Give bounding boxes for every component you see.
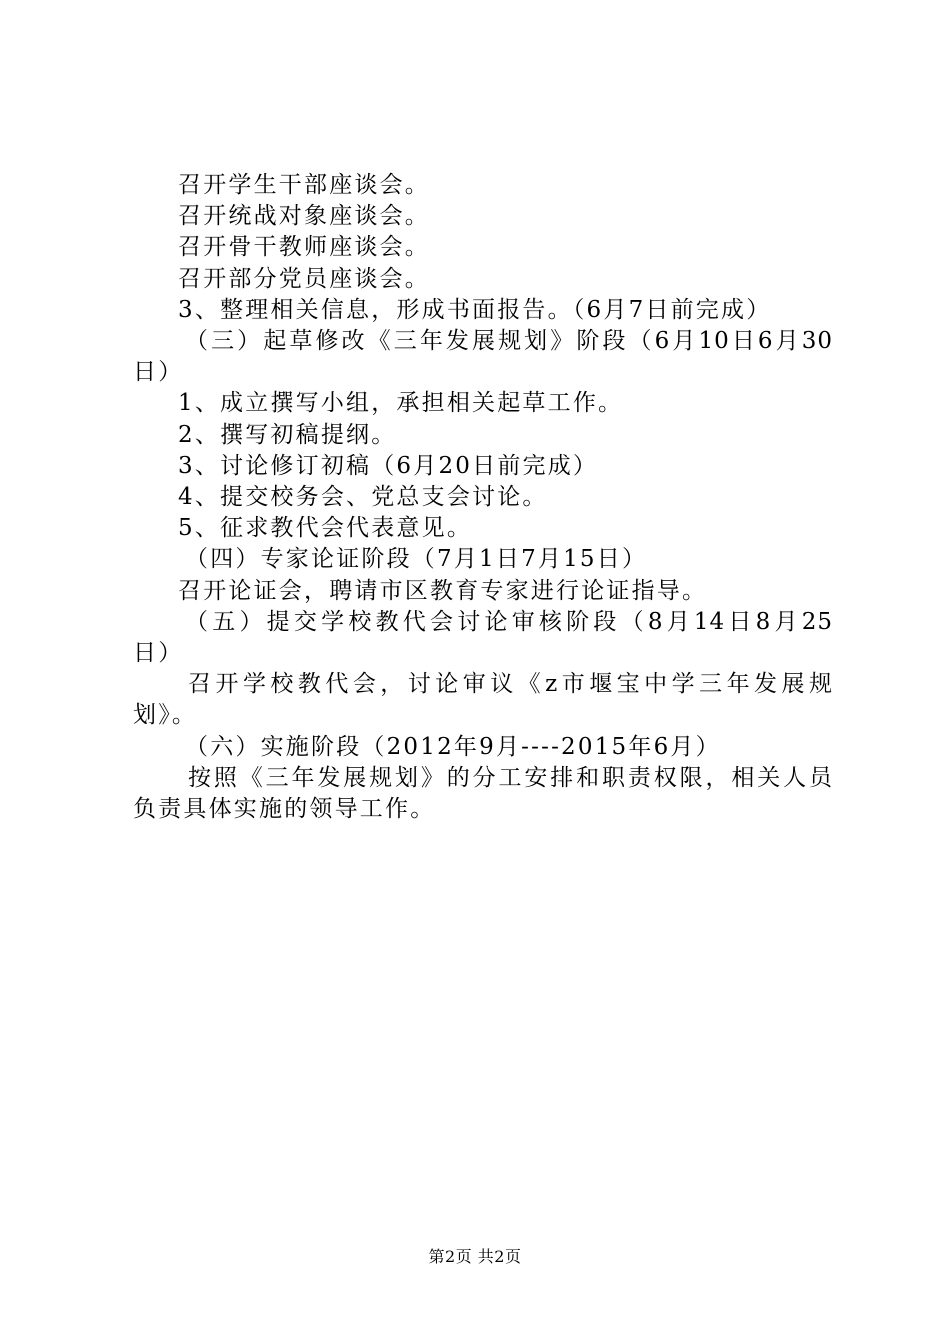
section-heading: （五）提交学校教代会讨论审核阶段（8月14日8月25 (185, 608, 833, 635)
section-heading: （三）起草修改《三年发展规划》阶段（6月10日6月30 (185, 328, 833, 355)
text-line: 2、撰写初稿提纲。 (178, 421, 397, 448)
page-footer: 第2页 共2页 (428, 1247, 522, 1266)
text-line: 召开学校教代会，讨论审议《z市堰宝中学三年发展规 (188, 671, 833, 698)
text-line: 1、成立撰写小组，承担相关起草工作。 (178, 390, 624, 417)
text-line: 按照《三年发展规划》的分工安排和职责权限，相关人员 (188, 764, 833, 791)
text-line: 4、提交校务会、党总支会讨论。 (178, 484, 548, 511)
text-line: 召开部分党员座谈会。 (178, 265, 430, 292)
text-line: 3、讨论修订初稿（6月20日前完成） (178, 452, 599, 479)
text-line: 划》。 (133, 702, 198, 729)
text-line: 召开论证会，聘请市区教育专家进行论证指导。 (178, 577, 708, 604)
text-line: 召开学生干部座谈会。 (178, 172, 430, 198)
section-heading: （六）实施阶段（2012年9月----2015年6月） (185, 733, 721, 760)
text-line: 召开骨干教师座谈会。 (178, 234, 430, 261)
text-line: 5、征求教代会代表意见。 (178, 515, 473, 542)
text-line: 日） (133, 359, 184, 386)
document-body (133, 170, 833, 825)
section-heading: （四）专家论证阶段（7月1日7月15日） (185, 546, 648, 573)
text-line: 召开统战对象座谈会。 (178, 203, 430, 230)
text-line: 3、整理相关信息，形成书面报告。（6月7日前完成） (178, 296, 772, 323)
text-line: 负责具体实施的领导工作。 (133, 796, 436, 823)
text-line: 日） (133, 640, 184, 667)
